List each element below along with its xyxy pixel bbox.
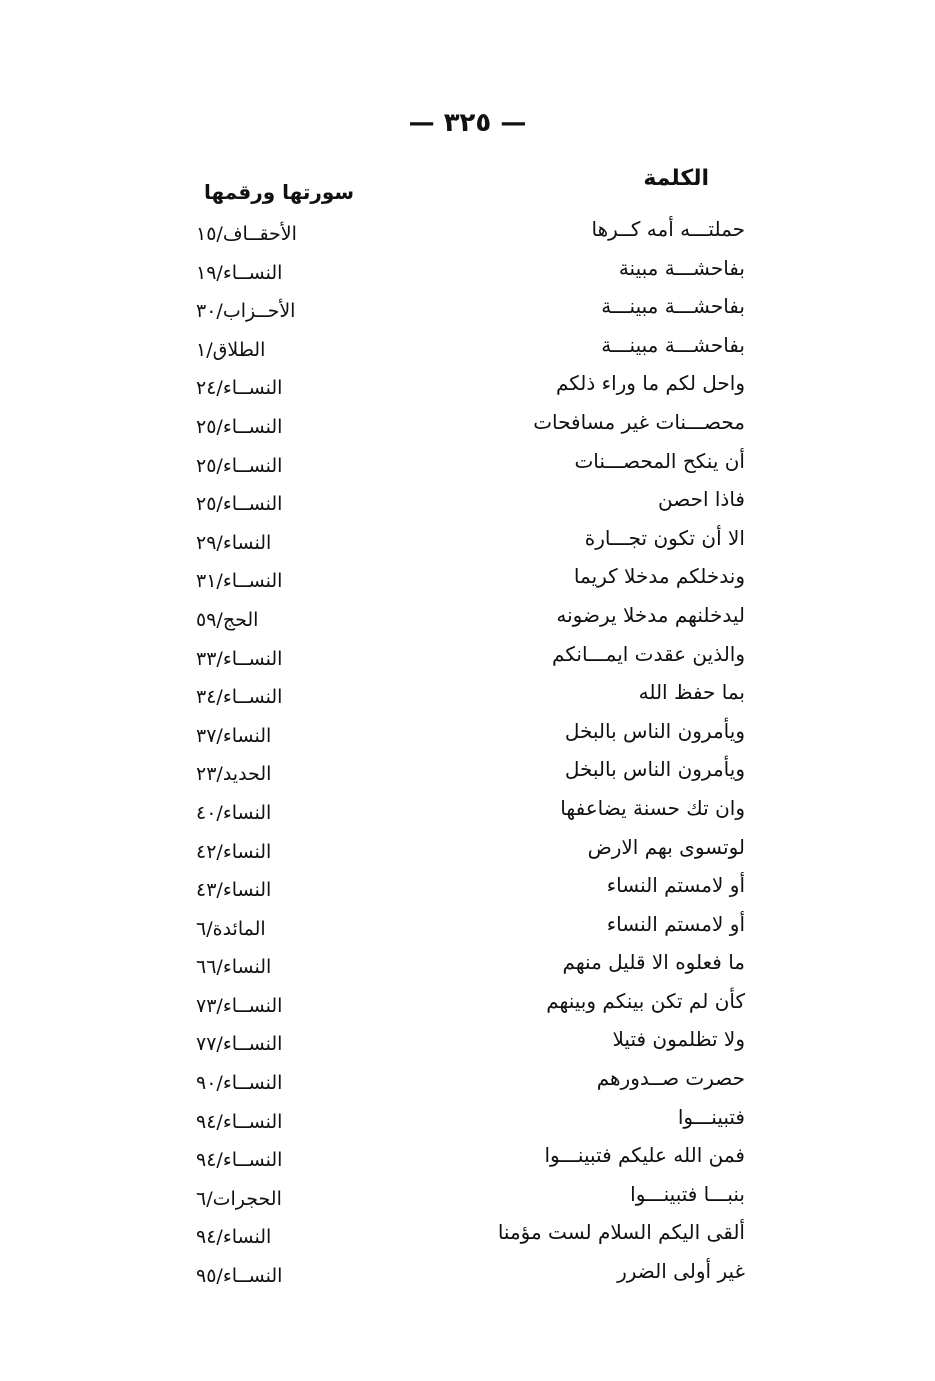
word-cell: ما فعلوه الا قليل منهم: [562, 950, 745, 975]
table-row: [0, 831, 935, 870]
table-row: [0, 792, 935, 831]
word-cell: والذين عقدت ايمـــانكم: [552, 641, 745, 666]
word-cell: فمن الله عليكم فتبينـــوا: [544, 1143, 745, 1168]
table-row: [0, 406, 935, 445]
table-row: [0, 252, 935, 291]
word-cell: ألقى اليكم السلام لست مؤمنا: [497, 1220, 745, 1245]
word-cell: فاذا احصن: [658, 487, 745, 512]
word-cell: كأن لم تكن بينكم وبينهم: [546, 988, 745, 1013]
word-column-header: الكلمة: [643, 166, 709, 191]
reference-cell: الحديد/٢٣: [196, 763, 272, 786]
word-cell: واحل لكم ما وراء ذلكم: [555, 371, 745, 396]
table-row: [0, 1101, 935, 1140]
reference-cell: النســاء/٣٣: [196, 647, 283, 670]
table-row: [0, 367, 935, 406]
reference-cell: النســاء/٢٥: [196, 454, 283, 477]
column-headers: [0, 166, 935, 206]
reference-cell: الأحــزاب/٣٠: [196, 300, 296, 323]
reference-cell: النساء/٣٧: [196, 724, 272, 747]
word-cell: وندخلكم مدخلا كريما: [573, 564, 745, 589]
reference-cell: النســاء/٣٤: [196, 686, 283, 709]
reference-cell: النســاء/٩٤: [196, 1110, 283, 1133]
word-cell: وان تك حسنة يضاعفها: [560, 795, 745, 820]
word-cell: بفاحشـــة مبينـــة: [601, 294, 745, 319]
word-cell: أو لامستم النساء: [606, 911, 745, 936]
reference-cell: المائدة/٦: [196, 917, 266, 940]
reference-cell: النســاء/٢٥: [196, 493, 283, 516]
table-row: [0, 483, 935, 522]
reference-cell: الحج/٥٩: [196, 608, 259, 631]
reference-cell: النســاء/٧٧: [196, 1033, 283, 1056]
reference-cell: النســاء/٩٤: [196, 1149, 283, 1172]
table-row: [0, 676, 935, 715]
page-number: — ٣٢٥ —: [408, 108, 527, 138]
table-row: [0, 638, 935, 677]
reference-cell: الحجرات/٦: [196, 1187, 282, 1210]
table-row: [0, 715, 935, 754]
table-row: [0, 1216, 935, 1255]
word-cell: لوتسوى بهم الارض: [587, 834, 745, 859]
reference-cell: النســاء/٢٥: [196, 415, 283, 438]
reference-cell: النساء/٤٣: [196, 879, 272, 902]
word-cell: الا أن تكون تجـــارة: [584, 525, 745, 550]
table-row: [0, 869, 935, 908]
word-cell: بنبـــا فتبينـــوا: [630, 1181, 745, 1206]
word-cell: ويأمرون الناس بالبخل: [564, 757, 745, 782]
reference-cell: الطلاق/١: [196, 338, 266, 361]
word-cell: فتبينـــوا: [677, 1104, 745, 1129]
reference-cell: الأحقــاف/١٥: [196, 223, 297, 245]
table-row: [0, 329, 935, 368]
table-row: [0, 1023, 935, 1062]
word-cell: أو لامستم النساء: [606, 873, 745, 898]
table-row: [0, 522, 935, 561]
table-row: [0, 1062, 935, 1101]
table-row: [0, 908, 935, 947]
table-row: [0, 213, 935, 252]
table-row: [0, 1178, 935, 1217]
reference-cell: النساء/٩٤: [196, 1226, 272, 1249]
word-cell: ليدخلنهم مدخلا يرضونه: [556, 602, 745, 627]
reference-cell: النســاء/١٩: [196, 261, 283, 284]
word-cell: أن ينكح المحصـــنات: [574, 448, 745, 473]
table-row: [0, 1139, 935, 1178]
word-cell: غير أولى الضرر: [617, 1259, 745, 1284]
reference-cell: النســاء/٧٣: [196, 994, 283, 1017]
word-cell: بما حفظ الله: [638, 680, 745, 705]
table-row: [0, 599, 935, 638]
table-row: [0, 560, 935, 599]
word-cell: محصـــنات غير مسافحات: [533, 409, 745, 434]
reference-cell: النســاء/٢٤: [196, 377, 283, 400]
word-cell: ولا تظلمون فتيلا: [612, 1027, 745, 1052]
reference-cell: النساء/٤٢: [196, 840, 272, 863]
reference-cell: النســاء/٣١: [196, 570, 283, 593]
word-cell: حصرت صــدورهم: [596, 1066, 745, 1091]
word-cell: بفاحشـــة مبينـــة: [601, 332, 745, 357]
reference-cell: النساء/٦٦: [196, 956, 272, 979]
table-row: [0, 1255, 935, 1294]
table-row: [0, 985, 935, 1024]
index-table: [0, 213, 935, 1294]
reference-column-header: سورتها ورقمها: [204, 180, 355, 204]
table-row: [0, 753, 935, 792]
reference-cell: النساء/٢٩: [196, 531, 272, 554]
reference-cell: النســاء/٩٠: [196, 1072, 283, 1095]
word-cell: بفاحشـــة مبينة: [618, 255, 745, 280]
word-cell: حملتـــه أمه كــرها: [591, 217, 745, 241]
word-cell: ويأمرون الناس بالبخل: [564, 718, 745, 743]
table-row: [0, 290, 935, 329]
reference-cell: النســاء/٩٥: [196, 1265, 283, 1288]
table-row: [0, 445, 935, 484]
reference-cell: النساء/٤٠: [196, 801, 272, 824]
table-row: [0, 946, 935, 985]
